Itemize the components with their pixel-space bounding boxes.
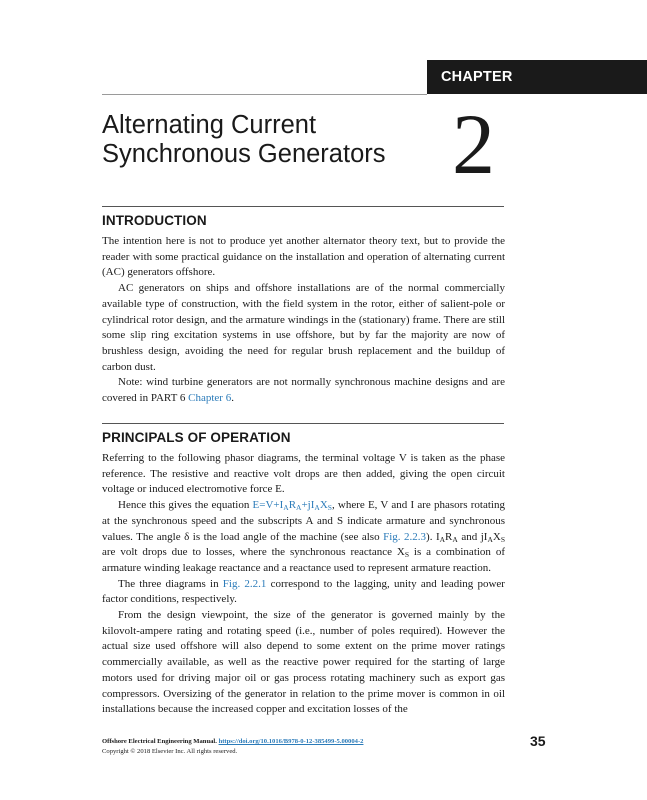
principals-paragraph-4: From the design viewpoint, the size of the generator is governed mainly by the kilovolt-ampere rating and rotating speed (i.e., number of poles required). However the actual size used offshore will also depend to some extent on the prime mover ratings commercially available, as well as the reactive power required for the starting of large motors used for driving major oil or gas process rotating machinery such as export gas compressors. Oversizing of the generator in relation to the prime mover is common in oil installations because the increased copper and excitation losses of the	[102, 609, 505, 716]
section-heading-introduction: INTRODUCTION	[102, 213, 207, 228]
footer-copyright: Copyright © 2018 Elsevier Inc. All rights reserved.	[102, 748, 238, 755]
footer-book-title: Offshore Electrical Engineering Manual.	[102, 738, 217, 745]
chapter-6-link[interactable]: Chapter 6	[188, 392, 232, 405]
principals-paragraph-2: Hence this gives the equation $E=V+I_AR_A+jI_AX_S$, where E, V and I are phasors rotating at the synchronous speed and the subscripts A and S indicate armature and synchronous values. The angle δ is the load angle of the machine (see also Fig. 2.2.3). $I_AR_A$ and $jI_AX_S$ are volt drops due to losses, where the synchronous reactance $X_S$ is a combination of armature winding leakage reactance and a reactance used to represent armature reaction.	[102, 499, 505, 574]
top-rule	[102, 94, 427, 95]
chapter-title-line1: Alternating Current	[102, 111, 317, 139]
section-rule-principals	[102, 423, 504, 424]
fig-2-2-1-link[interactable]: Fig. 2.2.1	[222, 577, 267, 590]
introduction-body	[102, 234, 505, 407]
introduction-paragraph-2: AC generators on ships and offshore installations are of the normal commercially available type of construction, with the field system in the rotor, either of salient-pole or cylindrical rotor design, and the armature windings in the (stationary) frame. There are still some slip ring excitation systems in use offshore, but by far the majority are now of brushless design, avoiding the need for regular brush replacement and the buildup of carbon dust.	[102, 282, 505, 373]
footer-citation	[102, 737, 502, 747]
chapter-band	[427, 60, 647, 94]
section-heading-principals: PRINCIPALS OF OPERATION	[102, 430, 291, 445]
introduction-paragraph-3: Note: wind turbine generators are not normally synchronous machine designs and are covered in PART 6 Chapter 6.	[102, 376, 505, 405]
chapter-label: CHAPTER	[441, 69, 513, 85]
equation: $E=V+I_AR_A+jI_AX_S$	[252, 499, 332, 513]
footer	[102, 737, 502, 757]
chapter-title-line2: Synchronous Generators	[102, 140, 386, 168]
principals-paragraph-3: The three diagrams in Fig. 2.2.1 correspond to the lagging, unity and leading power factor conditions, respectively.	[102, 577, 505, 606]
footer-doi-link[interactable]: https://doi.org/10.1016/B978-0-12-385499-5.00004-2	[218, 738, 364, 745]
page-number: 35	[530, 733, 546, 749]
section-rule-introduction	[102, 206, 504, 207]
introduction-paragraph-1: The intention here is not to produce yet another alternator theory text, but to provide the reader with some practical guidance on the installation and operation of alternating current (AC) generators offshore.	[102, 235, 505, 279]
chapter-title	[102, 111, 432, 169]
chapter-number: 2	[452, 96, 495, 192]
principals-paragraph-1: Referring to the following phasor diagrams, the terminal voltage V is taken as the phase reference. The resistive and reactive volt drops are then added, giving the open circuit voltage or induced electromotive force E.	[102, 452, 505, 496]
principals-body	[102, 451, 505, 718]
fig-2-2-3-link[interactable]: Fig. 2.2.3	[383, 530, 427, 543]
